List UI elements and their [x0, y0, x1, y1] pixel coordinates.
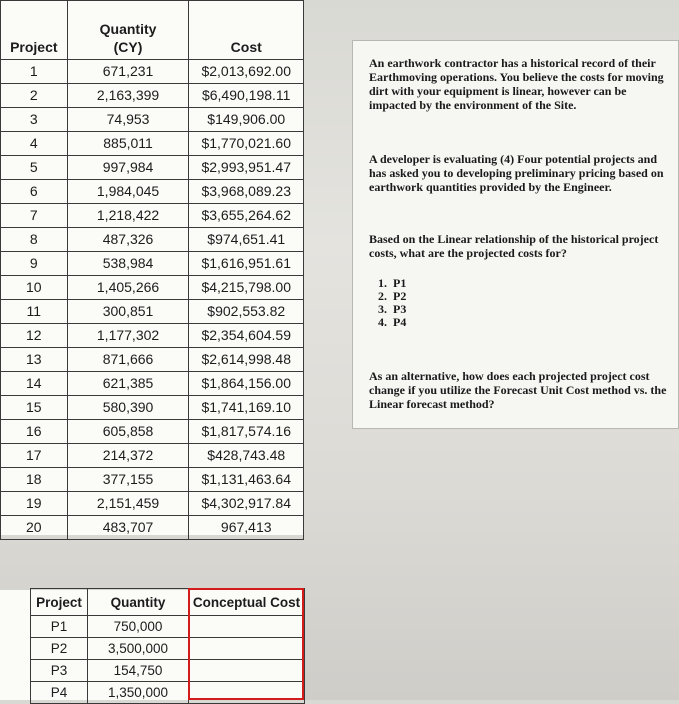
problem-paragraph-3: Based on the Linear relationship of the historical project costs, what are the projected costs for? — [369, 232, 659, 260]
cell-cost: $428,743.48 — [189, 444, 304, 468]
cell-project: 17 — [1, 444, 68, 468]
cell-cost: $1,616,951.61 — [189, 252, 304, 276]
cell-quantity: 885,011 — [67, 132, 189, 156]
table-row — [1, 132, 304, 156]
problem-statement — [352, 40, 679, 429]
table-row — [1, 348, 304, 372]
cell-project: 19 — [1, 492, 68, 516]
problem-paragraph-2: A developer is evaluating (4) Four potential projects and has asked you to developing preliminary pricing based on earthwork quantities provided by the Engineer. — [369, 152, 664, 194]
cell-cost: $1,131,463.64 — [189, 468, 304, 492]
problem-paragraph-4: As an alternative, how does each projected project cost change if you utilize the Forecast Unit Cost method vs. the Linear forecast method? — [369, 369, 667, 411]
cell-cost: $2,993,951.47 — [189, 156, 304, 180]
proj-header-project: Project — [31, 589, 88, 616]
cell-cost: $149,906.00 — [189, 108, 304, 132]
cell-cost: $1,817,574.16 — [189, 420, 304, 444]
cell-quantity: 377,155 — [67, 468, 189, 492]
list-item-number: 1. — [378, 276, 387, 290]
table-row — [1, 108, 304, 132]
cell-quantity: 580,390 — [67, 396, 189, 420]
cell-project: 9 — [1, 252, 68, 276]
cell-project: 8 — [1, 228, 68, 252]
cell-quantity: 671,231 — [67, 60, 189, 84]
cell-project: P1 — [31, 616, 88, 638]
cell-conceptual-cost[interactable] — [189, 616, 305, 638]
list-item-label: P1 — [393, 276, 407, 290]
cell-cost: $2,013,692.00 — [189, 60, 304, 84]
cell-project: 16 — [1, 420, 68, 444]
cell-cost: $3,655,264.62 — [189, 204, 304, 228]
table-row — [1, 516, 304, 540]
cell-project: 4 — [1, 132, 68, 156]
cell-cost: $1,741,169.10 — [189, 396, 304, 420]
cell-quantity: 154,750 — [88, 660, 189, 682]
table-row — [1, 420, 304, 444]
table-row — [1, 228, 304, 252]
table-row — [31, 616, 305, 638]
table-row — [1, 372, 304, 396]
cell-cost: $974,651.41 — [189, 228, 304, 252]
problem-paragraph-1: An earthwork contractor has a historical record of their Earthmoving operations. You believe the costs for moving dirt with your equipment is linear, however can be impacted by the environment of the Site. — [369, 56, 664, 112]
proj-header-conceptual-cost: Conceptual Cost — [189, 589, 305, 616]
cell-cost: $2,614,998.48 — [189, 348, 304, 372]
cell-quantity: 1,984,045 — [67, 180, 189, 204]
header-cost: Cost — [189, 1, 304, 60]
historical-cost-table — [0, 0, 304, 540]
table-row — [1, 84, 304, 108]
cell-project: 5 — [1, 156, 68, 180]
cell-project: 2 — [1, 84, 68, 108]
table-row — [1, 276, 304, 300]
list-item-label: P3 — [393, 302, 407, 316]
table-row — [1, 492, 304, 516]
table-row — [1, 324, 304, 348]
cell-project: 12 — [1, 324, 68, 348]
cell-quantity: 2,163,399 — [67, 84, 189, 108]
table-row — [1, 300, 304, 324]
history-sheet — [0, 0, 304, 535]
cell-quantity: 621,385 — [67, 372, 189, 396]
cell-project: 6 — [1, 180, 68, 204]
cell-cost: $6,490,198.11 — [189, 84, 304, 108]
cell-project: 7 — [1, 204, 68, 228]
cell-quantity: 2,151,459 — [67, 492, 189, 516]
cell-quantity: 487,326 — [67, 228, 189, 252]
cell-quantity: 1,177,302 — [67, 324, 189, 348]
cell-cost: $2,354,604.59 — [189, 324, 304, 348]
proj-header-quantity: Quantity — [88, 589, 189, 616]
cell-quantity: 605,858 — [67, 420, 189, 444]
cell-project: 13 — [1, 348, 68, 372]
list-item-number: 3. — [378, 302, 387, 316]
cell-cost: $4,215,798.00 — [189, 276, 304, 300]
projection-table — [30, 588, 305, 704]
list-item-number: 2. — [378, 289, 387, 303]
table-row — [1, 180, 304, 204]
table-row — [1, 468, 304, 492]
cell-quantity: 74,953 — [67, 108, 189, 132]
table-row — [31, 660, 305, 682]
list-item — [369, 316, 406, 329]
cell-cost: $1,864,156.00 — [189, 372, 304, 396]
list-item-label: P4 — [393, 315, 407, 329]
cell-quantity: 3,500,000 — [88, 638, 189, 660]
cell-project: 15 — [1, 396, 68, 420]
cell-project: 20 — [1, 516, 68, 540]
cell-project: 1 — [1, 60, 68, 84]
cell-project: 14 — [1, 372, 68, 396]
cell-quantity: 483,707 — [67, 516, 189, 540]
cell-conceptual-cost[interactable] — [189, 682, 305, 704]
cell-project: 18 — [1, 468, 68, 492]
cell-project: P4 — [31, 682, 88, 704]
project-question-list — [369, 277, 406, 329]
cell-cost: 967,413 — [189, 516, 304, 540]
cell-cost: $902,553.82 — [189, 300, 304, 324]
cell-project: 3 — [1, 108, 68, 132]
cell-quantity: 300,851 — [67, 300, 189, 324]
table-row — [1, 204, 304, 228]
table-row — [31, 682, 305, 704]
cell-project: P2 — [31, 638, 88, 660]
header-project: Project — [1, 1, 68, 60]
cell-cost: $4,302,917.84 — [189, 492, 304, 516]
cell-quantity: 750,000 — [88, 616, 189, 638]
table-row — [31, 638, 305, 660]
cell-conceptual-cost[interactable] — [189, 638, 305, 660]
list-item-label: P2 — [393, 289, 407, 303]
cell-quantity: 1,218,422 — [67, 204, 189, 228]
table-row — [1, 156, 304, 180]
cell-quantity: 1,350,000 — [88, 682, 189, 704]
cell-project: P3 — [31, 660, 88, 682]
cell-cost: $1,770,021.60 — [189, 132, 304, 156]
list-item-number: 4. — [378, 315, 387, 329]
cell-cost: $3,968,089.23 — [189, 180, 304, 204]
cell-quantity: 538,984 — [67, 252, 189, 276]
cell-quantity: 1,405,266 — [67, 276, 189, 300]
cell-project: 11 — [1, 300, 68, 324]
cell-quantity: 997,984 — [67, 156, 189, 180]
cell-quantity: 214,372 — [67, 444, 189, 468]
table-row — [1, 252, 304, 276]
header-quantity: Quantity (CY) — [67, 1, 189, 60]
table-row — [1, 60, 304, 84]
cell-quantity: 871,666 — [67, 348, 189, 372]
table-row — [1, 396, 304, 420]
cell-project: 10 — [1, 276, 68, 300]
cell-conceptual-cost[interactable] — [189, 660, 305, 682]
table-row — [1, 444, 304, 468]
